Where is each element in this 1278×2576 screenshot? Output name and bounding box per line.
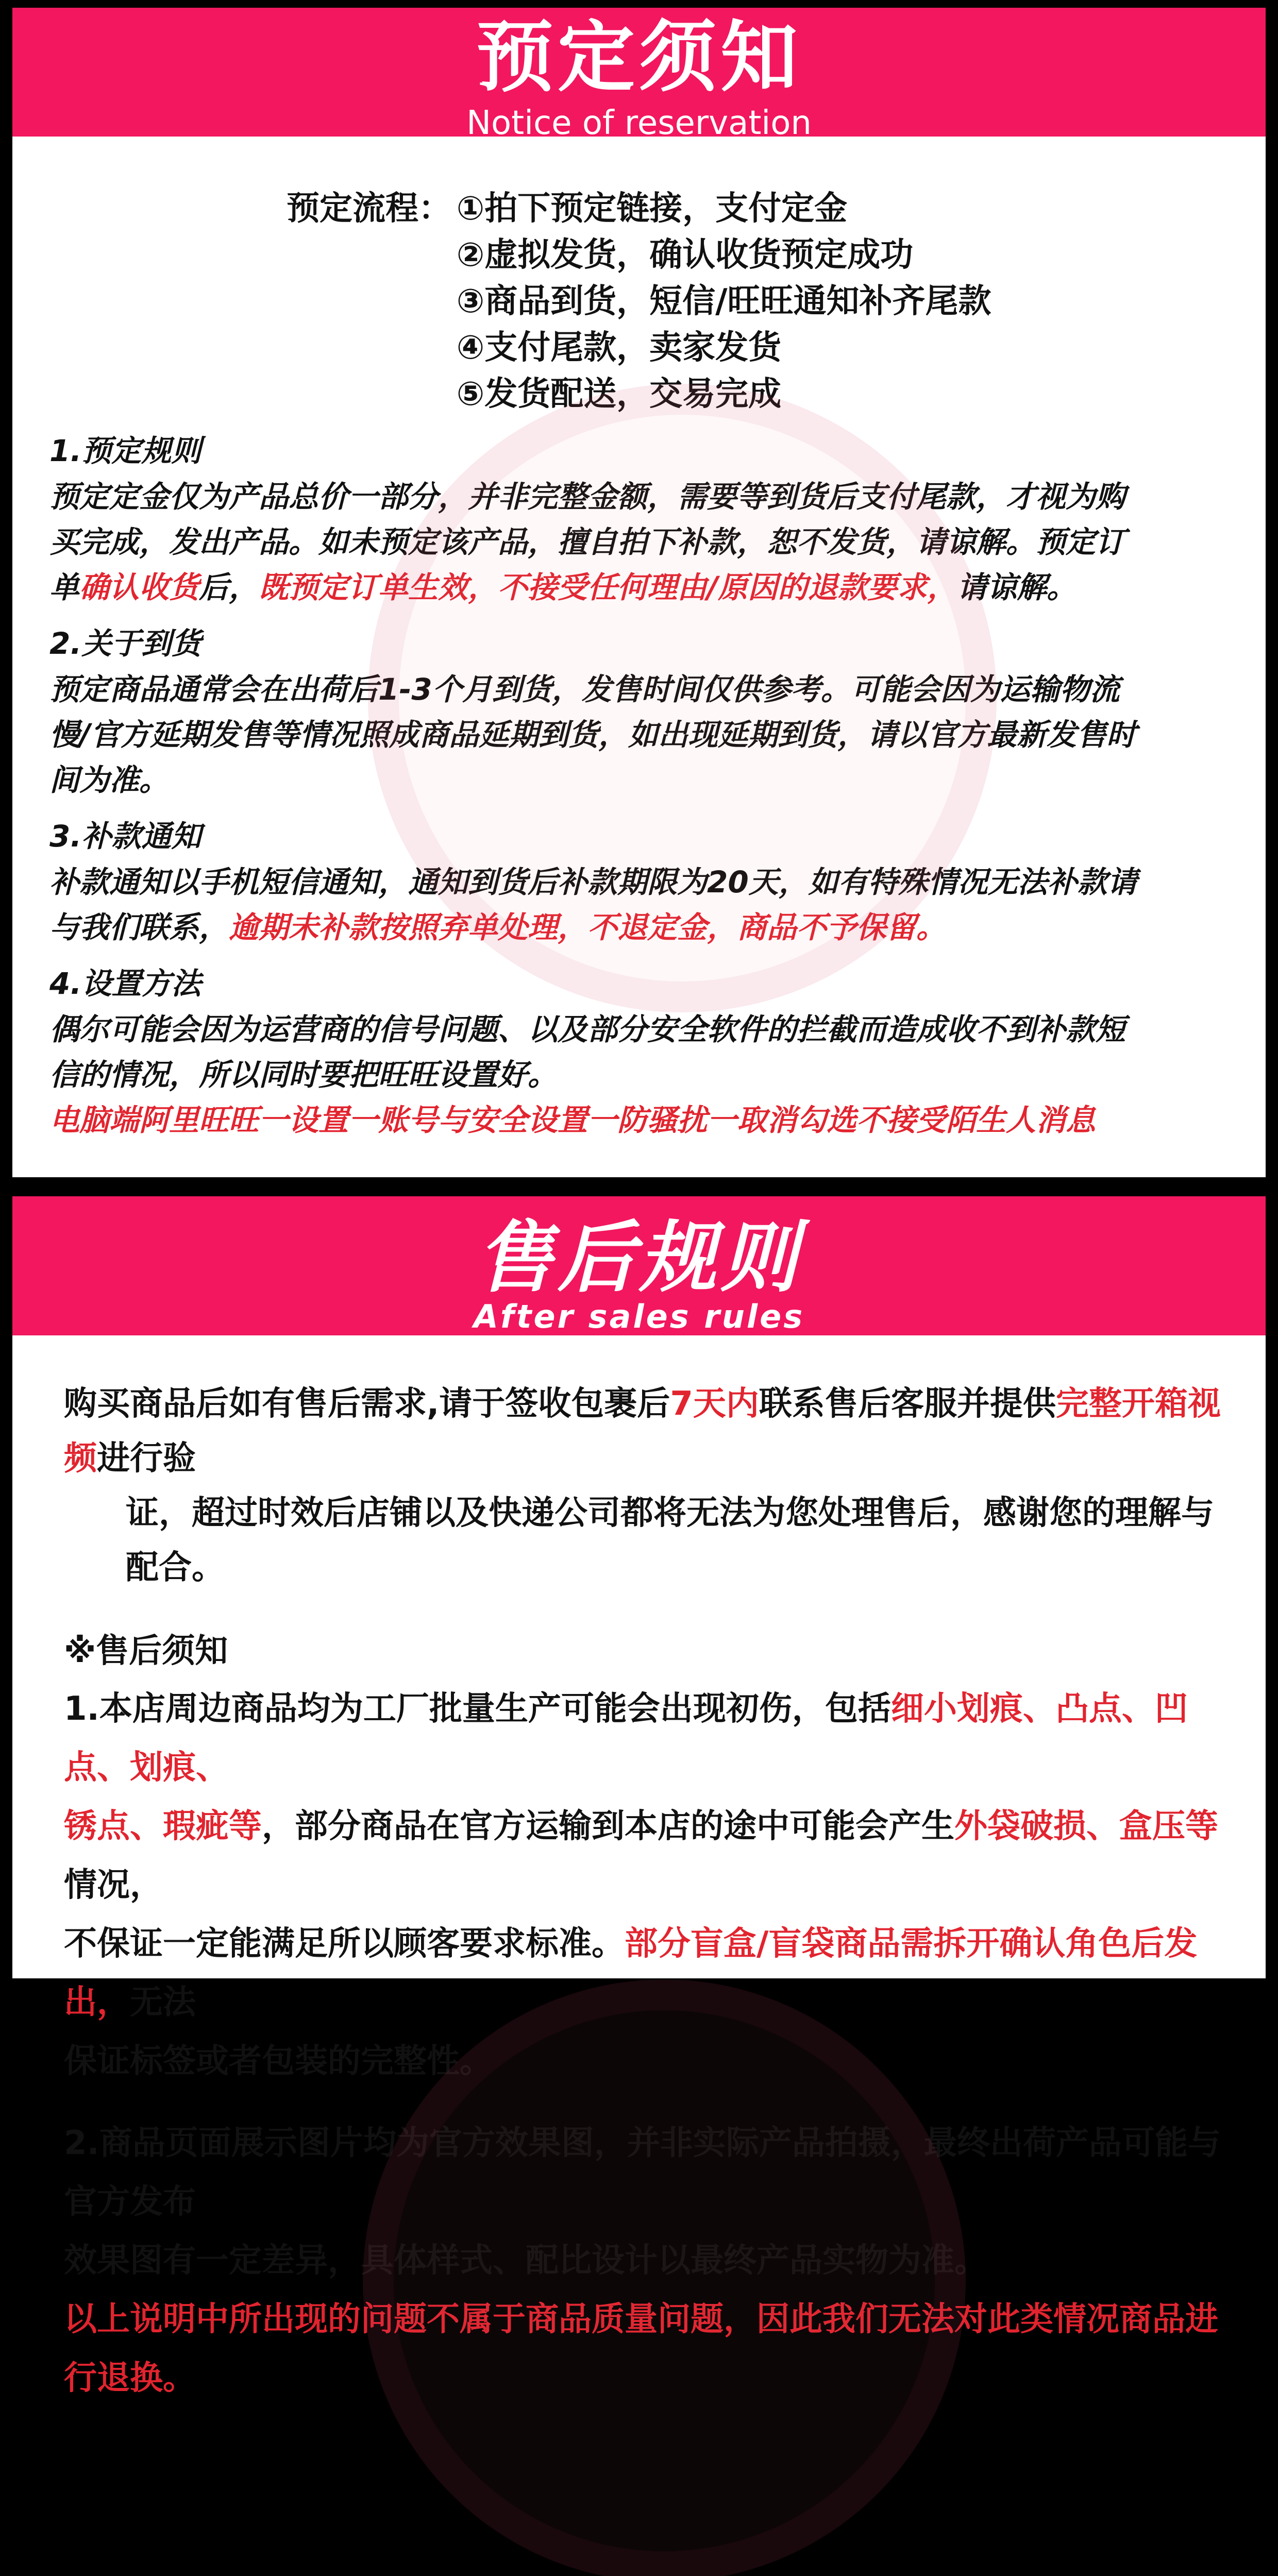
reservation-content [12, 137, 1266, 1143]
rule-highlight: 确认收货 [79, 570, 199, 605]
notice-text: 1.本店周边商品均为工厂批量生产可能会出现初伤，包括 [64, 1690, 891, 1728]
flow-step: ③商品到货，短信/旺旺通知补齐尾款 [457, 282, 991, 320]
rule-body [49, 1007, 1227, 1143]
notice-line: 2.商品页面展示图片均为官方效果图，并非实际产品拍摄，最终出荷产品可能与官方发布 [64, 2124, 1221, 2221]
rule-line: 预定商品通常会在出荷后1-3个月到货，发售时间仅供参考。可能会因为运输物流 [49, 672, 1120, 707]
intro-text: 进行验 [97, 1439, 196, 1478]
after-sales-intro [64, 1377, 1227, 1595]
notice-highlight: 部分盲盒/盲袋商品需拆开确认角色后发出， [64, 1925, 1198, 2022]
notice-line [64, 1680, 1227, 1797]
rule-highlight: 逾期未补款按照弃单处理，不退定金，商品不予保留。 [229, 910, 947, 945]
after-sales-subtitle: After sales rules [473, 1298, 805, 1335]
notice-line: 保证标签或者包装的完整性。 [64, 2042, 493, 2080]
flow-steps [457, 185, 991, 417]
store-seal-watermark [368, 384, 997, 1012]
flow-step: ⑤发货配送，交易完成 [457, 375, 782, 413]
rule-title: 3.补款通知 [49, 819, 201, 854]
rule-line: 偶尔可能会因为运营商的信号问题、以及部分安全软件的拦截而造成收不到补款短 [49, 1012, 1126, 1047]
rule-text: 与我们联系， [49, 910, 229, 945]
flow-label: 预定流程： [287, 190, 451, 228]
intro-line [64, 1377, 1227, 1486]
flow-step: ②虚拟发货，确认收货预定成功 [457, 236, 914, 274]
notice-highlight: 外袋破损、盒压等 [954, 1807, 1218, 1845]
notice-highlight-line: 以上说明中所出现的问题不属于商品质量问题，因此我们无法对此类情况商品进行退换。 [64, 2300, 1218, 2397]
notice-text: ，部分商品在官方运输到本店的途中可能会产生 [262, 1807, 954, 1845]
rule-title: 1.预定规则 [49, 433, 201, 468]
after-sales-header [12, 1196, 1266, 1335]
intro-text: 联系售后客服并提供 [759, 1385, 1056, 1423]
rule-line: 买完成，发出产品。如未预定该产品，擅自拍下补款，恕不发货，请谅解。预定订 [49, 524, 1126, 560]
rule-line: 间为准。 [49, 762, 170, 798]
intro-highlight: 7天内 [670, 1385, 759, 1423]
notice-title: ※售后须知 [64, 1632, 228, 1670]
notice-highlight: 细小划痕、凸点、凹点、划痕、 [64, 1690, 1188, 1787]
notice-highlight: 锈点、瑕疵等 [64, 1807, 262, 1845]
rule-line: 信的情况，所以同时要把旺旺设置好。 [49, 1057, 558, 1092]
after-sales-panel [12, 1196, 1266, 2397]
rule-text: 后， [199, 570, 259, 605]
notice-line: 效果图有一定差异，具体样式、配比设计以最终产品实物为准。 [64, 2242, 987, 2280]
after-sales-content [12, 1335, 1266, 2408]
rule-title: 2.关于到货 [49, 626, 201, 661]
notice-text: 无法 [130, 1984, 196, 2022]
reservation-header [12, 8, 1266, 142]
rule-text: 请谅解。 [957, 570, 1077, 605]
reservation-subtitle: Notice of reservation [466, 104, 812, 142]
notice-text: 不保证一定能满足所以顾客要求标准。 [64, 1925, 625, 1963]
intro-line: 证，超过时效后店铺以及快递公司都将无法为您处理售后，感谢您的理解与配合。 [126, 1494, 1214, 1587]
rule-highlight-line: 电脑端阿里旺旺一设置一账号与安全设置一防骚扰一取消勾选不接受陌生人消息 [49, 1103, 1096, 1138]
intro-text: 购买商品后如有售后需求,请于签收包裹后 [64, 1385, 670, 1423]
reservation-title: 预定须知 [476, 13, 802, 103]
reservation-panel [12, 8, 1266, 1177]
store-seal-watermark [363, 1979, 966, 2576]
rule-text: 单 [49, 570, 80, 605]
flow-step: ①拍下预定链接，支付定金 [457, 190, 848, 228]
notice-line [64, 1797, 1227, 1914]
rule-line: 预定定金仅为产品总价一部分，并非完整金额，需要等到货后支付尾款，才视为购 [49, 479, 1126, 514]
rule-title: 4.设置方法 [49, 966, 201, 1001]
after-sales-title: 售后规则 [476, 1213, 802, 1303]
reservation-flow [287, 185, 1227, 417]
rule-highlight: 既预定订单生效，不接受任何理由/原因的退款要求， [259, 570, 957, 605]
intro-highlight: 完整开箱视频 [64, 1385, 1221, 1478]
rule-line: 慢/官方延期发售等情况照成商品延期到货，如出现延期到货，请以官方最新发售时 [49, 717, 1137, 752]
flow-step: ④支付尾款，卖家发货 [457, 329, 782, 367]
rule-line: 补款通知以手机短信通知，通知到货后补款期限为20天，如有特殊情况无法补款请 [49, 865, 1137, 900]
notice-text: 情况， [64, 1866, 163, 1904]
